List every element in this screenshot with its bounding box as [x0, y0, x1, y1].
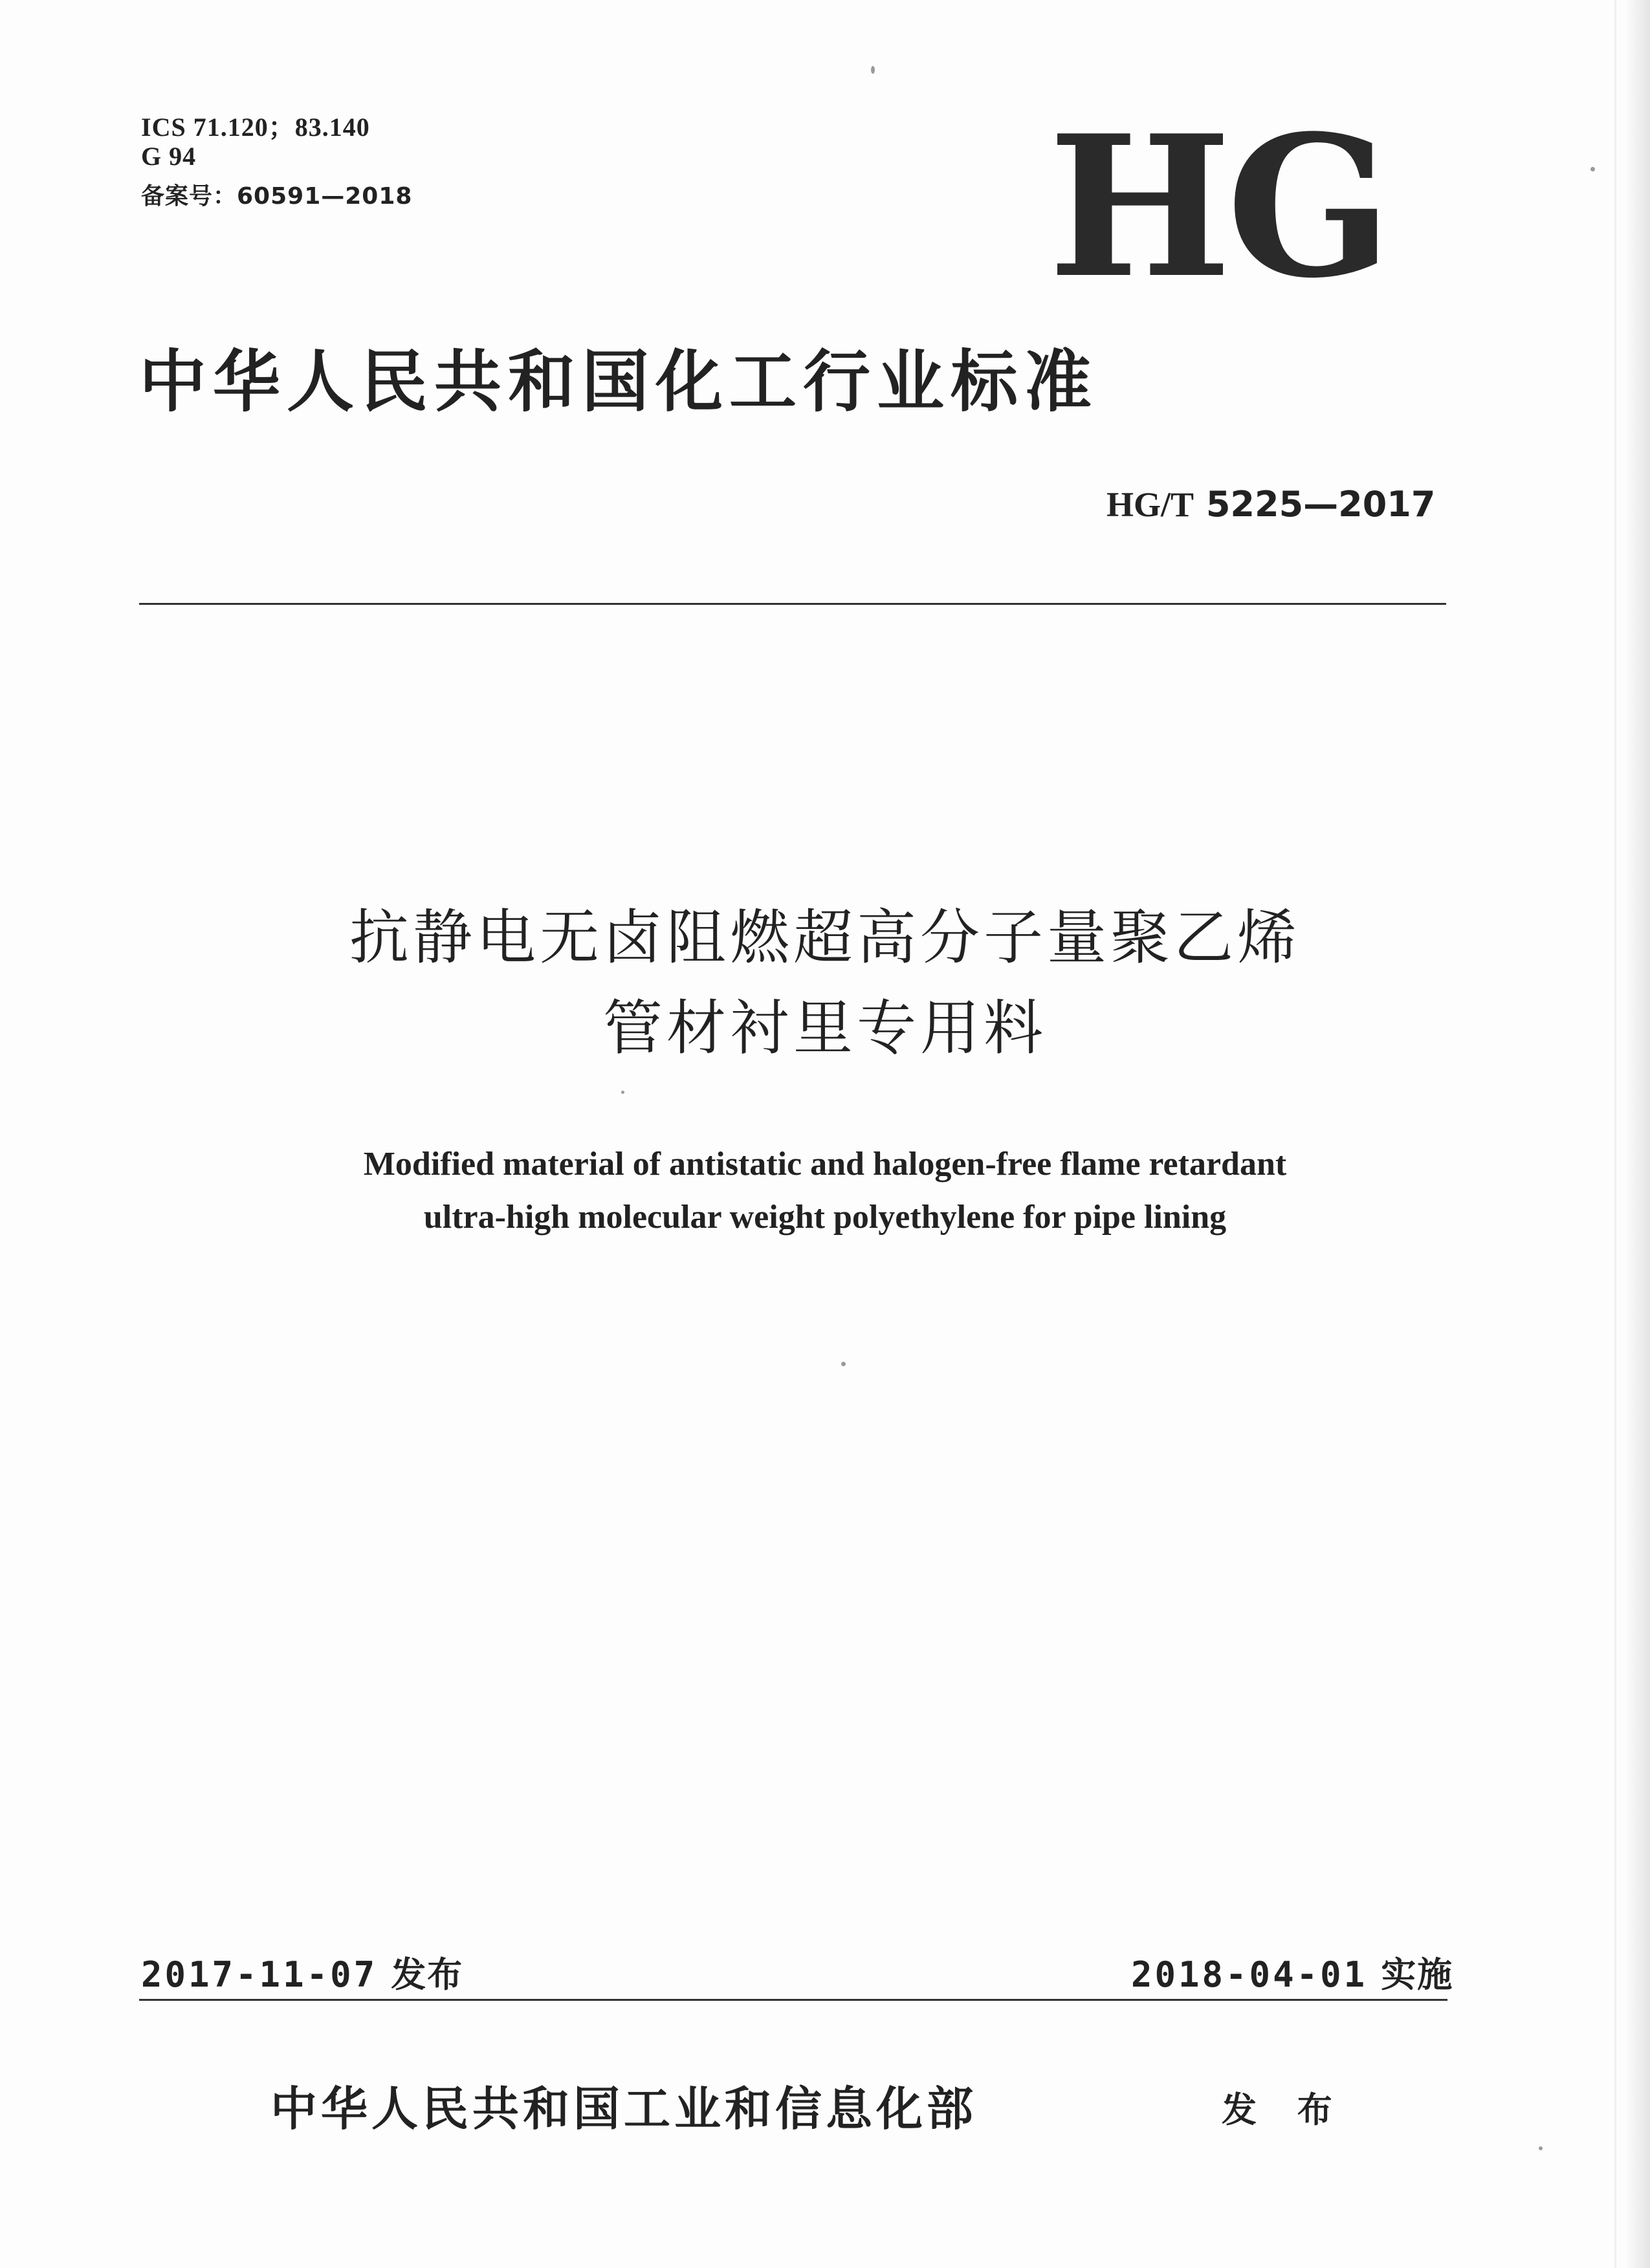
implement-date-row: [1131, 1947, 1453, 1997]
classification-code: G 94: [141, 142, 197, 171]
standard-number: [1106, 484, 1435, 525]
issue-date-row: [141, 1947, 463, 1997]
hg-logo: HG: [1048, 93, 1387, 321]
issuer-action: 发 布: [1222, 2089, 1347, 2130]
standard-number-prefix: HG/T: [1106, 485, 1194, 524]
scan-speck: [841, 1362, 846, 1366]
issuer-name: 中华人民共和国工业和信息化部: [270, 2081, 978, 2136]
footer-divider: [139, 1999, 1447, 2001]
scan-speck: [621, 1091, 624, 1094]
standard-number-value: 5225—2017: [1205, 484, 1436, 525]
issue-label: 发布: [391, 1954, 464, 1995]
title-en-line2: ultra-high molecular weight polyethylene for pipe lining: [423, 1199, 1227, 1236]
implement-date: 2018-04-01: [1131, 1954, 1368, 1995]
scan-edge-line: [1614, 0, 1616, 2268]
record-number: 备案号：60591—2018: [141, 183, 413, 210]
title-en-line1: Modified material of antistatic and halogen-free flame retardant: [363, 1146, 1287, 1183]
standard-category-title: 中华人民共和国化工行业标准: [139, 342, 1099, 421]
implement-label: 实施: [1381, 1954, 1454, 1995]
title-cn-line1: 抗静电无卤阻燃超高分子量聚乙烯: [349, 903, 1301, 972]
scan-speck: [1590, 167, 1595, 171]
issue-date: 2017-11-07: [141, 1954, 378, 1995]
title-cn-line2: 管材衬里专用料: [602, 994, 1047, 1063]
header-divider: [139, 603, 1446, 605]
scan-speck: [1539, 2146, 1543, 2150]
ics-code: ICS 71.120；83.140: [141, 113, 370, 142]
scan-edge-shadow: [1624, 0, 1650, 2268]
scan-speck: [871, 66, 875, 74]
